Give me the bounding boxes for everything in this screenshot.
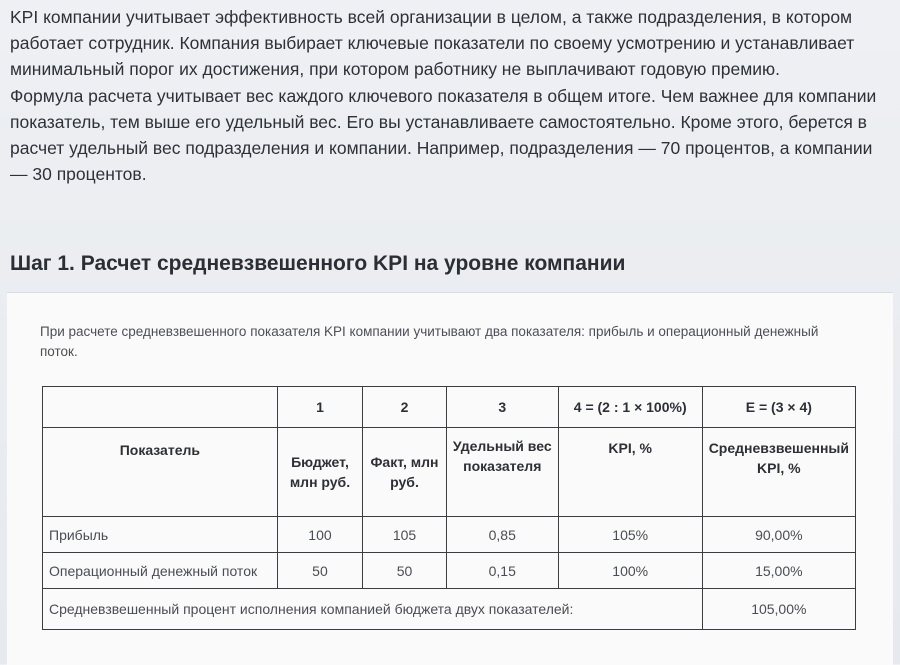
table-cell: 100%	[558, 553, 702, 589]
table-header-cell: Средневзвешенный KPI, %	[702, 428, 855, 517]
table-row	[43, 553, 856, 589]
total-value: 105,00%	[702, 589, 855, 630]
table-header-cell: Бюджет, млн руб.	[277, 428, 363, 517]
table-header-cell: Факт, млн руб.	[363, 428, 447, 517]
table-number-cell: Е = (3 × 4)	[702, 387, 855, 428]
step-title: Шаг 1. Расчет средневзвешенного KPI на уровне компании	[10, 252, 626, 275]
total-label: Средневзвешенный процент исполнения компанией бюджета двух показателей:	[43, 589, 703, 630]
table-cell: 90,00%	[702, 517, 855, 553]
intro-paragraph-2: Формула расчета учитывает вес каждого ключевого показателя в общем итоге. Чем важнее для компании показатель, тем выше его удельный вес. Его вы устанавливаете самостоятельно. Кроме этого, берется в расчет удельный вес подразделения и компании. Например, подразделения — 70 процентов, а компании — 30 процентов.	[10, 85, 877, 185]
table-cell: 15,00%	[702, 553, 855, 589]
table-cell: Операционный денежный поток	[43, 553, 278, 589]
table-cell: 105%	[558, 517, 702, 553]
table-number-cell: 1	[277, 387, 363, 428]
table-cell: 100	[277, 517, 363, 553]
table-header-cell: KPI, %	[558, 428, 702, 517]
table-cell: 0,85	[446, 517, 558, 553]
table-header-row	[43, 428, 856, 517]
table-cell: 50	[277, 553, 363, 589]
table-number-cell: 4 = (2 : 1 × 100%)	[558, 387, 702, 428]
table-cell: 105	[363, 517, 447, 553]
table-number-row	[43, 387, 856, 428]
intro-paragraph-1: KPI компании учитывает эффективность всей организации в целом, а также подразделения, в котором работает сотрудник. Компания выбирает ключевые показатели по своему усмотрению и устанавливает минимальный порог их достижения, при котором работнику не выплачивают годовую премию.	[10, 7, 855, 80]
table-cell: Прибыль	[43, 517, 278, 553]
intro-text	[10, 4, 890, 187]
table-row	[43, 517, 856, 553]
table-number-cell	[43, 387, 278, 428]
table-number-cell: 3	[446, 387, 558, 428]
table-total-row	[43, 589, 856, 630]
table-number-cell: 2	[363, 387, 447, 428]
table-header-cell: Показатель	[43, 428, 278, 517]
card-note: При расчете средневзвешенного показателя KPI компании учитывают два показателя: прибыль и операционный денежный поток.	[40, 324, 819, 359]
table-header-cell: Удельный вес показателя	[446, 428, 558, 517]
table-cell: 50	[363, 553, 447, 589]
table-cell: 0,15	[446, 553, 558, 589]
kpi-table	[42, 386, 856, 630]
